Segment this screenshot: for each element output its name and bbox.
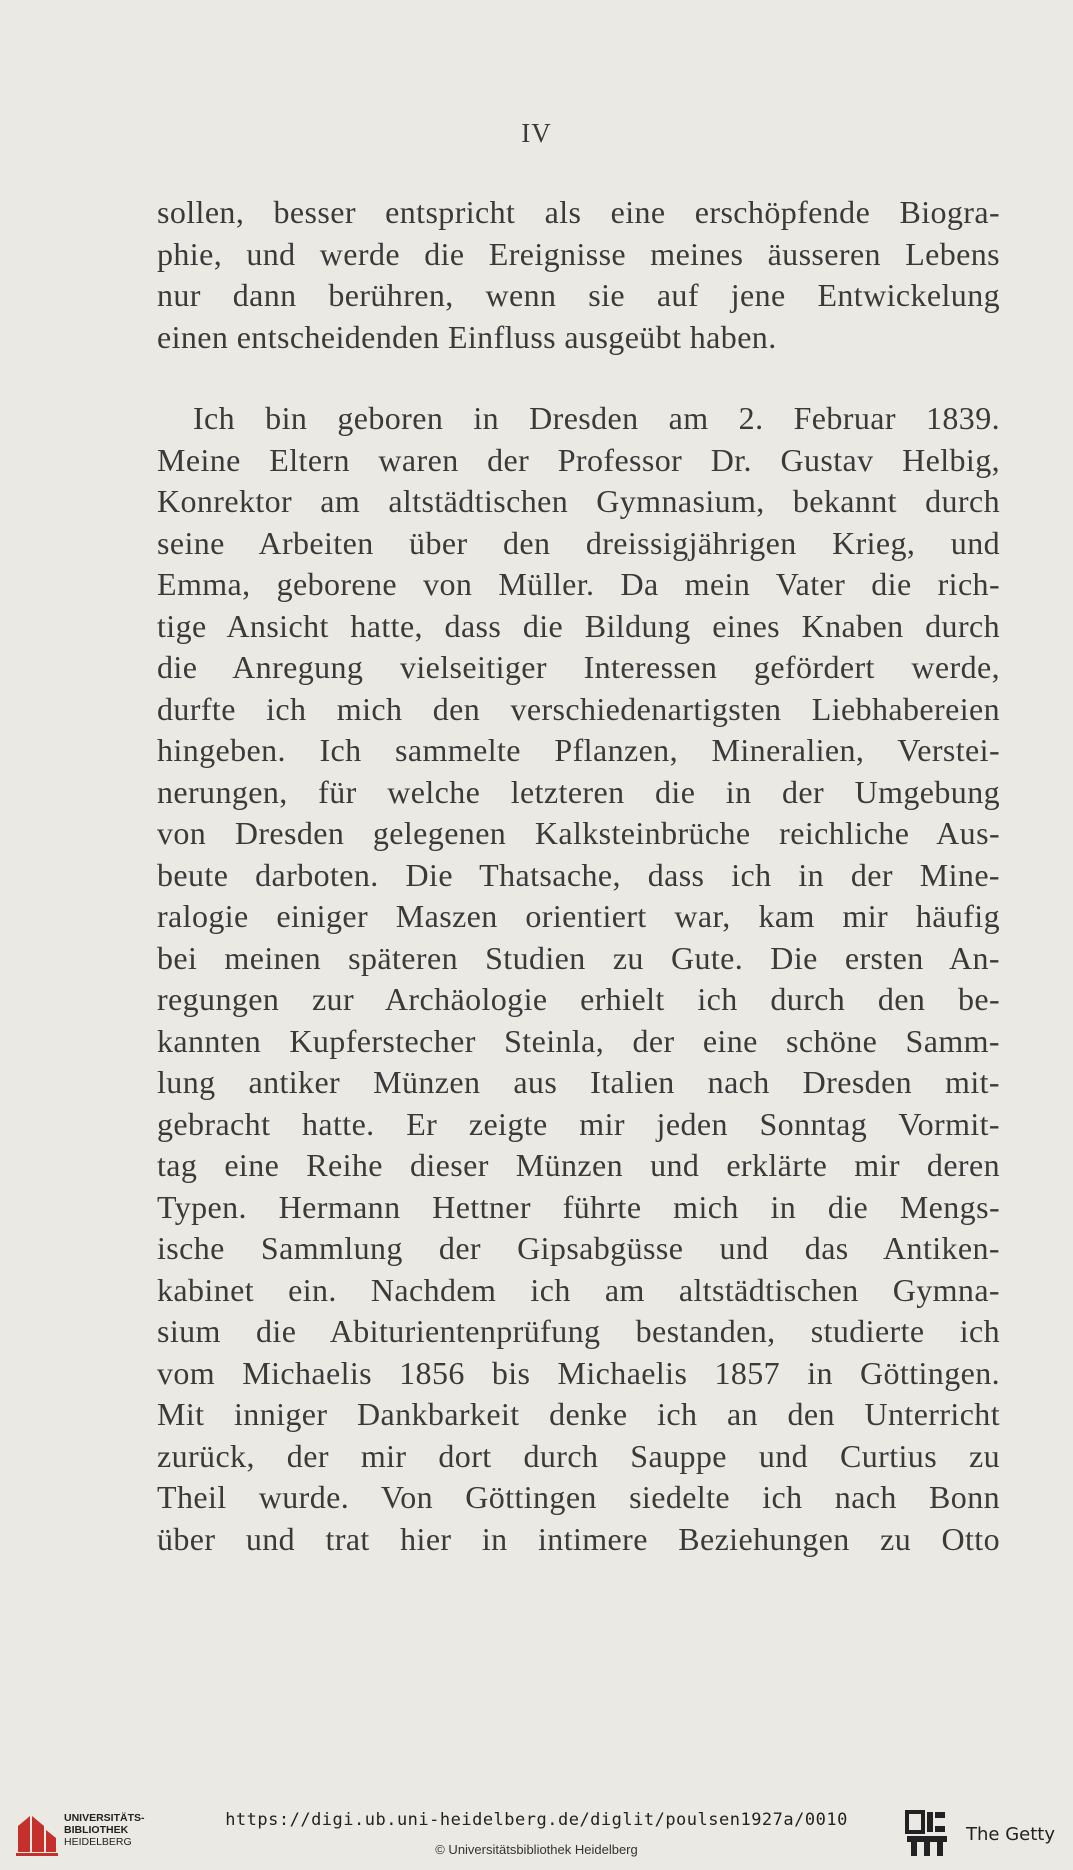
- text-line: nur dann berühren, wenn sie auf jene Entwickelung: [157, 277, 1000, 313]
- text-line: Emma, geborene von Müller. Da mein Vater die rich-: [157, 566, 1000, 602]
- text-line: die Anregung vielseitiger Interessen gefördert werde,: [157, 649, 1000, 685]
- text-line: sollen, besser entspricht als eine erschöpfende Biogra-: [157, 194, 1000, 230]
- text-line: ralogie einiger Maszen orientiert war, kam mir häufig: [157, 898, 1000, 934]
- text-line: kannten Kupferstecher Steinla, der eine schöne Samm-: [157, 1022, 1000, 1059]
- copyright-notice: © Universitätsbibliothek Heidelberg: [435, 1842, 638, 1857]
- getty-label: The Getty: [966, 1824, 1055, 1845]
- text-line: hingeben. Ich sammelte Pflanzen, Mineralien, Verstei-: [157, 732, 1000, 768]
- text-line: seine Arbeiten über den dreissigjährigen Krieg, und: [157, 524, 1000, 561]
- text-line: lung antiker Münzen aus Italien nach Dresden mit-: [157, 1064, 1000, 1100]
- footer: [0, 1808, 1073, 1870]
- text-line: Typen. Hermann Hettner führte mich in die Mengs-: [157, 1188, 1000, 1225]
- text-line: sium die Abiturientenprüfung bestanden, studierte ich: [157, 1313, 1000, 1349]
- body-text: [157, 192, 1000, 1560]
- uni-line-2: BIBLIOTHEK: [64, 1824, 129, 1836]
- text-line: über und trat hier in intimere Beziehungen zu Otto: [157, 1520, 1000, 1557]
- text-line: ische Sammlung der Gipsabgüsse und das Antiken-: [157, 1230, 1000, 1266]
- text-line: durfte ich mich den verschiedenartigsten Liebhabereien: [157, 690, 1000, 727]
- text-line: einen entscheidenden Einfluss ausgeübt haben.: [157, 318, 777, 355]
- page-number: IV: [521, 118, 552, 148]
- getty-logo-icon[interactable]: [905, 1810, 949, 1858]
- text-line: zurück, der mir dort durch Sauppe und Curtius zu: [157, 1437, 1000, 1474]
- text-line: Theil wurde. Von Göttingen siedelte ich nach Bonn: [157, 1479, 1000, 1515]
- text-line: von Dresden gelegenen Kalksteinbrüche reichliche Aus-: [157, 815, 1000, 851]
- text-line: nerungen, für welche letzteren die in der Umgebung: [157, 773, 1000, 810]
- text-line: gebracht hatte. Er zeigte mir jeden Sonntag Vormit-: [157, 1105, 1000, 1142]
- text-line: phie, und werde die Ereignisse meines äusseren Lebens: [157, 235, 1000, 272]
- text-line: Konrektor am altstädtischen Gymnasium, bekannt durch: [157, 483, 1000, 519]
- text-line: kabinet ein. Nachdem ich am altstädtischen Gymna-: [157, 1271, 1000, 1308]
- text-line: Mit inniger Dankbarkeit denke ich an den Unterricht: [157, 1396, 1000, 1432]
- text-line: tige Ansicht hatte, dass die Bildung eines Knaben durch: [157, 607, 1000, 644]
- uni-line-1: UNIVERSITÄTS-: [64, 1812, 145, 1824]
- text-line: bei meinen späteren Studien zu Gute. Die ersten An-: [157, 939, 1000, 976]
- text-line: regungen zur Archäologie erhielt ich durch den be-: [157, 981, 1000, 1017]
- uni-line-3: HEIDELBERG: [64, 1836, 132, 1848]
- text-line: beute darboten. Die Thatsache, dass ich in der Mine-: [157, 856, 1000, 893]
- text-line: tag eine Reihe dieser Münzen und erklärte mir deren: [157, 1147, 1000, 1183]
- page-url-link[interactable]: https://digi.ub.uni-heidelberg.de/diglit/poulsen1927a/0010: [225, 1810, 848, 1830]
- text-line: Ich bin geboren in Dresden am 2. Februar 1839.: [193, 400, 1000, 436]
- text-line: Meine Eltern waren der Professor Dr. Gustav Helbig,: [157, 441, 1000, 478]
- text-line: vom Michaelis 1856 bis Michaelis 1857 in Göttingen.: [157, 1354, 1000, 1391]
